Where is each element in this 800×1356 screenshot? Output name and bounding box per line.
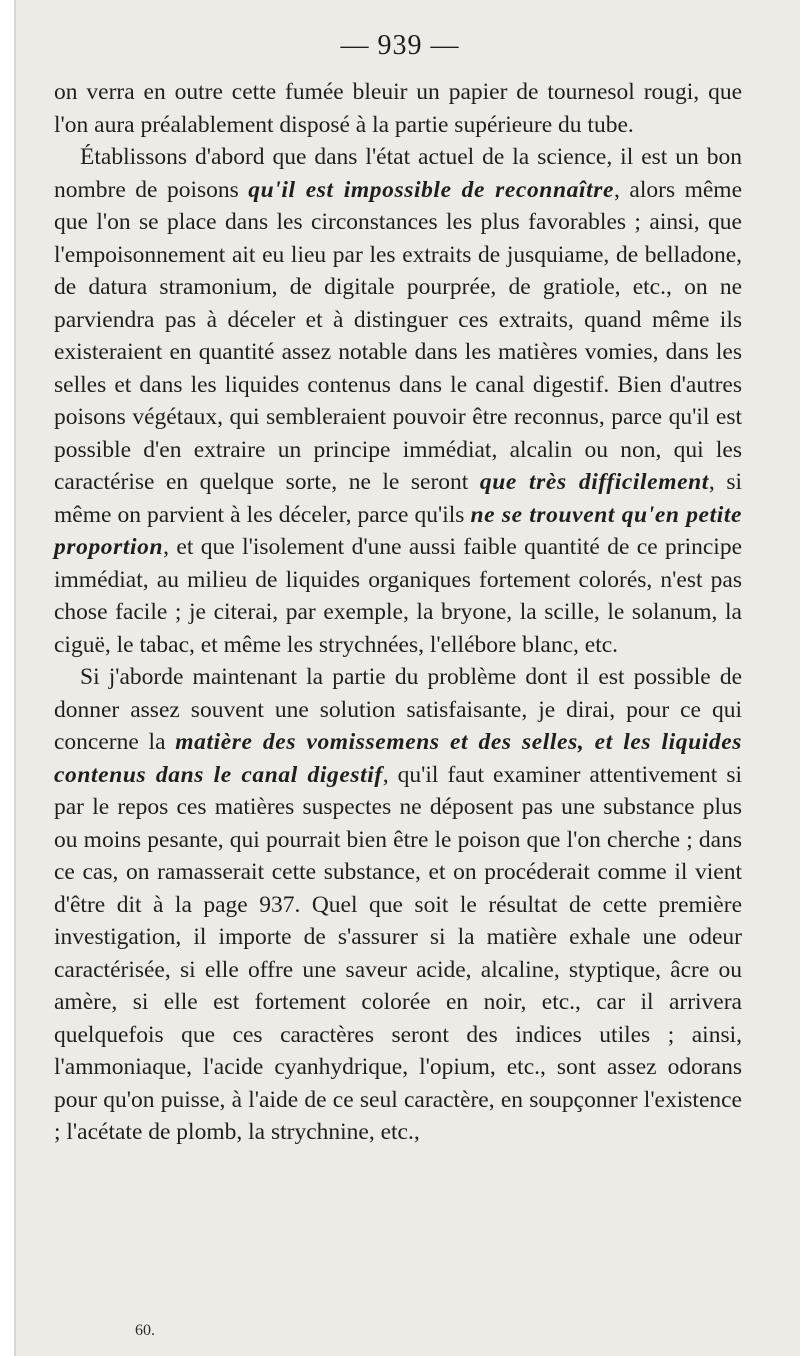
page-number: — 939 —	[340, 30, 460, 61]
text-segment: , alors même que l'on se place dans les circonstances les plus favorables ; ainsi, que l'empoisonnement ait eu lieu par les extraits de jusquiame, de belladone, de datura stramonium, de digitale pourprée, de gratiole, etc., on ne parviendra pas à déceler et à distinguer ces extraits, quand même ils existeraient en quantité assez notable dans les matières vomies, dans les selles et dans les liquides contenus dans le canal digestif. Bien d'autres poisons végétaux, qui sembleraient pouvoir être reconnus, parce qu'il est possible d'en extraire un principe immédiat, alcalin ou non, qui les caractérise en quelque sorte, ne le seront	[54, 176, 743, 495]
printer-signature: 60.	[135, 1322, 155, 1339]
text-segment: Établissons d'abord que dans l'état actuel de la science, il est un bon nombre de poisons	[54, 144, 742, 203]
italic-segment: matière des vomissemens et des selles, et les liquides contenus dans le canal digestif	[54, 729, 742, 788]
paragraph-2	[54, 141, 742, 661]
paragraph-1	[54, 76, 742, 141]
italic-segment: que très difficilement	[479, 469, 709, 495]
text-segment: Si j'aborde maintenant la partie du problème dont il est possible de donner assez souvent une solution satisfaisante, je dirai, pour ce qui concerne la	[54, 664, 742, 755]
italic-segment: qu'il est impossible de reconnaître	[248, 176, 615, 203]
text-segment: , et que l'isolement d'une aussi faible quantité de ce principe immédiat, au milieu de liquides organiques fortement colorés, n'est pas chose facile ; je citerai, par exemple, la bryone, la scille, le solanum, la ciguë, le tabac, et même les strychnées, l'ellébore blanc, etc.	[54, 534, 742, 658]
text-segment: , si même on parvient à les déceler, parce qu'ils	[54, 469, 742, 528]
text-segment: on verra en outre cette fumée bleuir un papier de tournesol rougi, que l'on aura préalablement disposé à la partie supérieure du tube.	[54, 79, 742, 138]
body-text	[54, 76, 742, 1149]
text-segment: , qu'il faut examiner attentivement si par le repos ces matières suspectes ne déposent pas une substance plus ou moins pesante, qui pourrait bien être le poison que l'on cherche ; dans ce cas, on ramasserait cette substance, et on procéderait comme il vient d'être dit à la page 937. Quel que soit le résultat de cette première investigation, il importe de s'assurer si la matière exhale une odeur caractérisée, si elle offre une saveur acide, alcaline, styptique, âcre ou amère, si elle est fortement colorée en noir, etc., car il arrivera quelquefois que ces caractères seront des indices utiles ; ainsi, l'ammoniaque, l'acide cyanhydrique, l'opium, etc., sont assez odorans pour qu'on puisse, à l'aide de ce seul caractère, en soupçonner l'existence ; l'acétate de plomb, la strychnine, etc.,	[54, 761, 742, 1145]
paragraph-3	[54, 661, 742, 1149]
italic-segment: ne se trouvent qu'en petite proportion	[54, 501, 742, 560]
